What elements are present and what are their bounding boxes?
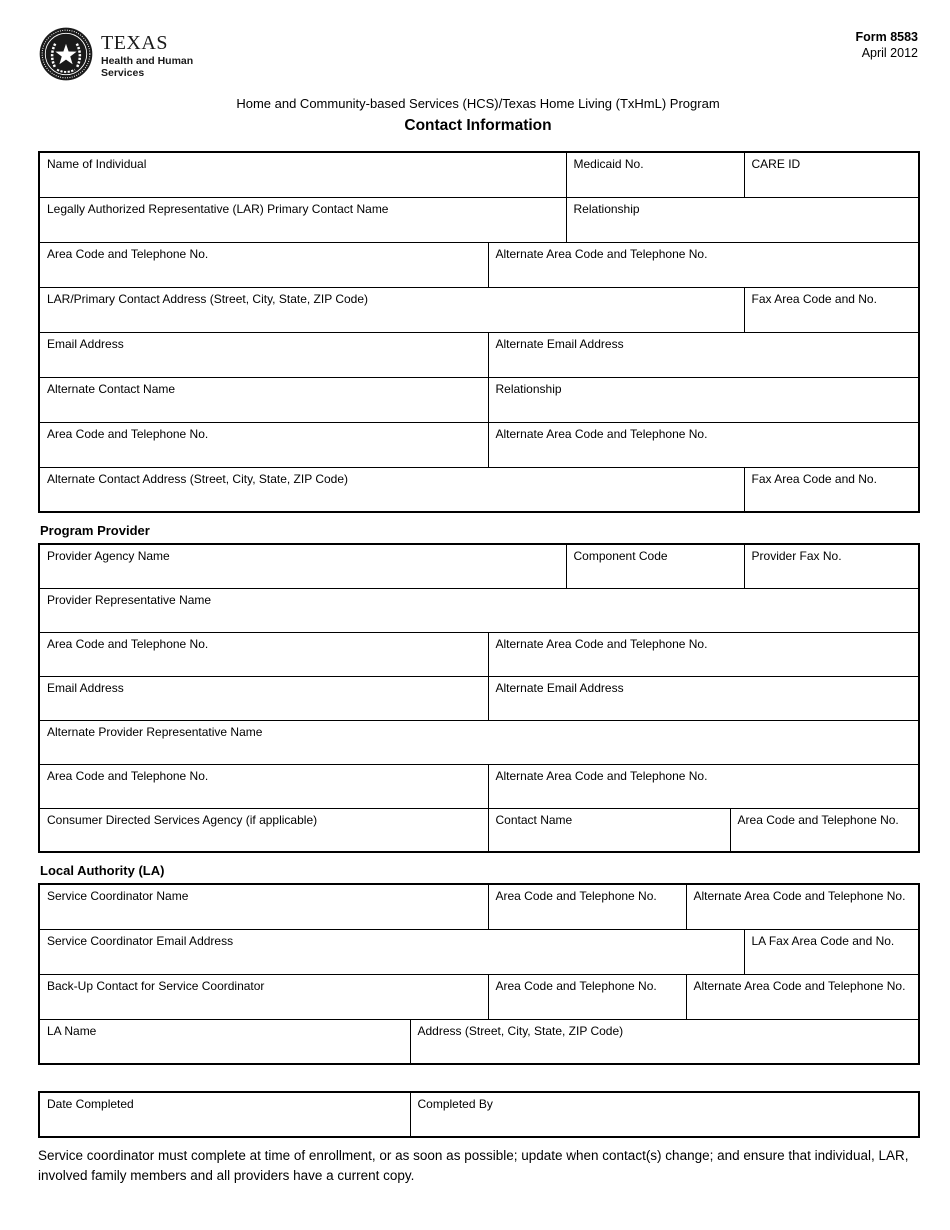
title-block — [38, 96, 918, 135]
form-revision-date: April 2012 — [861, 45, 918, 60]
program-name: Home and Community-based Services (HCS)/Texas Home Living (TxHmL) Program — [236, 96, 720, 111]
form-meta — [855, 26, 918, 61]
field-lar-email[interactable]: Email Address — [39, 332, 488, 377]
table-row — [39, 676, 919, 720]
field-date-completed[interactable]: Date Completed — [39, 1092, 410, 1137]
table-row — [39, 1092, 919, 1137]
table-row — [39, 152, 919, 197]
field-la-name[interactable]: LA Name — [39, 1019, 410, 1064]
field-alt-provider-alt-phone[interactable]: Alternate Area Code and Telephone No. — [488, 764, 919, 808]
field-lar-relationship[interactable]: Relationship — [566, 197, 919, 242]
field-cds-phone[interactable]: Area Code and Telephone No. — [730, 808, 919, 852]
table-row — [39, 332, 919, 377]
table-row — [39, 197, 919, 242]
field-lar-primary-contact-name[interactable]: Legally Authorized Representative (LAR) Primary Contact Name — [39, 197, 566, 242]
field-alt-contact-fax[interactable]: Fax Area Code and No. — [744, 467, 919, 512]
table-row — [39, 544, 919, 588]
field-backup-phone[interactable]: Area Code and Telephone No. — [488, 974, 686, 1019]
field-alt-contact-relationship[interactable]: Relationship — [488, 377, 919, 422]
field-provider-agency-name[interactable]: Provider Agency Name — [39, 544, 566, 588]
field-lar-alt-phone[interactable]: Alternate Area Code and Telephone No. — [488, 242, 919, 287]
table-row — [39, 242, 919, 287]
field-service-coordinator-name[interactable]: Service Coordinator Name — [39, 884, 488, 929]
field-provider-fax[interactable]: Provider Fax No. — [744, 544, 919, 588]
field-cds-contact-name[interactable]: Contact Name — [488, 808, 730, 852]
table-row — [39, 974, 919, 1019]
field-medicaid-no[interactable]: Medicaid No. — [566, 152, 744, 197]
field-lar-phone[interactable]: Area Code and Telephone No. — [39, 242, 488, 287]
page-title: Contact Information — [404, 117, 552, 134]
table-row — [39, 467, 919, 512]
hhs-logo — [38, 26, 193, 82]
table-row — [39, 884, 919, 929]
table-row — [39, 287, 919, 332]
field-lar-fax[interactable]: Fax Area Code and No. — [744, 287, 919, 332]
field-backup-alt-phone[interactable]: Alternate Area Code and Telephone No. — [686, 974, 919, 1019]
field-alt-contact-name[interactable]: Alternate Contact Name — [39, 377, 488, 422]
individual-contact-table — [38, 151, 920, 513]
texas-seal-icon — [38, 26, 94, 82]
field-provider-alt-phone[interactable]: Alternate Area Code and Telephone No. — [488, 632, 919, 676]
field-completed-by[interactable]: Completed By — [410, 1092, 919, 1137]
table-row — [39, 1019, 919, 1064]
field-alt-provider-phone[interactable]: Area Code and Telephone No. — [39, 764, 488, 808]
section-header-local-authority: Local Authority (LA) — [40, 863, 165, 878]
page-header — [38, 26, 918, 84]
field-care-id[interactable]: CARE ID — [744, 152, 919, 197]
field-cds-agency[interactable]: Consumer Directed Services Agency (if applicable) — [39, 808, 488, 852]
completion-table — [38, 1091, 920, 1138]
field-la-fax[interactable]: LA Fax Area Code and No. — [744, 929, 919, 974]
logo-dept-name: Health and Human Services — [101, 55, 194, 80]
form-number: Form 8583 — [855, 30, 918, 44]
field-provider-phone[interactable]: Area Code and Telephone No. — [39, 632, 488, 676]
table-row — [39, 808, 919, 852]
field-provider-representative-name[interactable]: Provider Representative Name — [39, 588, 919, 632]
field-alt-contact-phone[interactable]: Area Code and Telephone No. — [39, 422, 488, 467]
logo-org-name: TEXAS — [101, 32, 168, 54]
field-sc-phone[interactable]: Area Code and Telephone No. — [488, 884, 686, 929]
section-header-program-provider: Program Provider — [40, 523, 150, 538]
table-row — [39, 929, 919, 974]
table-row — [39, 632, 919, 676]
table-row — [39, 377, 919, 422]
field-provider-alt-email[interactable]: Alternate Email Address — [488, 676, 919, 720]
table-row — [39, 588, 919, 632]
field-lar-alt-email[interactable]: Alternate Email Address — [488, 332, 919, 377]
field-la-address[interactable]: Address (Street, City, State, ZIP Code) — [410, 1019, 919, 1064]
field-sc-email[interactable]: Service Coordinator Email Address — [39, 929, 744, 974]
field-provider-email[interactable]: Email Address — [39, 676, 488, 720]
table-row — [39, 720, 919, 764]
field-backup-contact[interactable]: Back-Up Contact for Service Coordinator — [39, 974, 488, 1019]
field-name-of-individual[interactable]: Name of Individual — [39, 152, 566, 197]
field-lar-address[interactable]: LAR/Primary Contact Address (Street, City, State, ZIP Code) — [39, 287, 744, 332]
footer-instructions: Service coordinator must complete at time of enrollment, or as soon as possible; update when contact(s) change; and ensure that individual, LAR, involved family members and all providers have a current copy. — [38, 1148, 909, 1183]
field-alt-contact-address[interactable]: Alternate Contact Address (Street, City, State, ZIP Code) — [39, 467, 744, 512]
field-alt-contact-alt-phone[interactable]: Alternate Area Code and Telephone No. — [488, 422, 919, 467]
field-component-code[interactable]: Component Code — [566, 544, 744, 588]
field-alt-provider-representative-name[interactable]: Alternate Provider Representative Name — [39, 720, 919, 764]
local-authority-table — [38, 883, 920, 1065]
field-sc-alt-phone[interactable]: Alternate Area Code and Telephone No. — [686, 884, 919, 929]
program-provider-table — [38, 543, 920, 853]
table-row — [39, 764, 919, 808]
table-row — [39, 422, 919, 467]
